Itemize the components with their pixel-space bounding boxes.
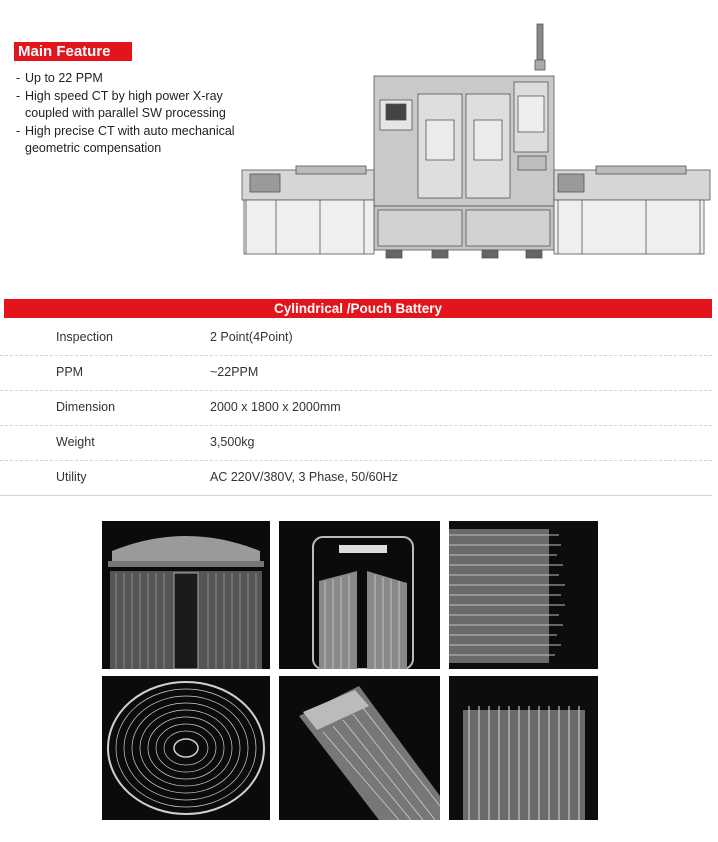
feature-text: - Up to 22 PPM [25, 71, 103, 85]
feature-item [14, 70, 244, 88]
spec-table-title: Cylindrical /Pouch Battery [4, 299, 712, 318]
feature-list [14, 70, 244, 158]
spec-value: 2 Point(4Point) [210, 330, 293, 344]
ct-machine-illustration [236, 20, 714, 270]
xray-image-pouch [279, 521, 440, 669]
xray-image-electrode-side [449, 521, 598, 669]
spec-label: PPM [56, 365, 84, 379]
spec-value: 3,500kg [210, 435, 255, 449]
spec-value: 2000 x 1800 x 2000mm [210, 400, 341, 414]
spec-label: Weight [56, 435, 95, 449]
xray-image-cylinder-angled [279, 676, 440, 820]
spec-label: Dimension [56, 400, 116, 414]
main-feature-title: Main Feature [14, 42, 132, 61]
xray-image-cylinder-top [102, 521, 270, 669]
feature-text-cont: coupled with parallel SW processing [25, 106, 226, 120]
xray-image-electrode-tabs [449, 676, 598, 820]
xray-image-cylinder-cross-section [102, 676, 270, 820]
feature-item [14, 88, 244, 123]
feature-text-cont: geometric compensation [25, 141, 162, 155]
feature-text: - High speed CT by high power X-ray [25, 88, 223, 103]
feature-item [14, 123, 244, 158]
spec-row-ppm [0, 355, 712, 391]
spec-label: Utility [56, 470, 87, 484]
spec-row-utility [0, 460, 712, 496]
spec-value: AC 220V/380V, 3 Phase, 50/60Hz [210, 470, 398, 484]
spec-row-weight [0, 425, 712, 461]
feature-text: - High precise CT with auto mechanical [25, 123, 235, 138]
spec-label: Inspection [56, 330, 113, 344]
spec-row-inspection [0, 320, 712, 356]
spec-row-dimension [0, 390, 712, 426]
spec-value: ~22PPM [210, 365, 259, 379]
